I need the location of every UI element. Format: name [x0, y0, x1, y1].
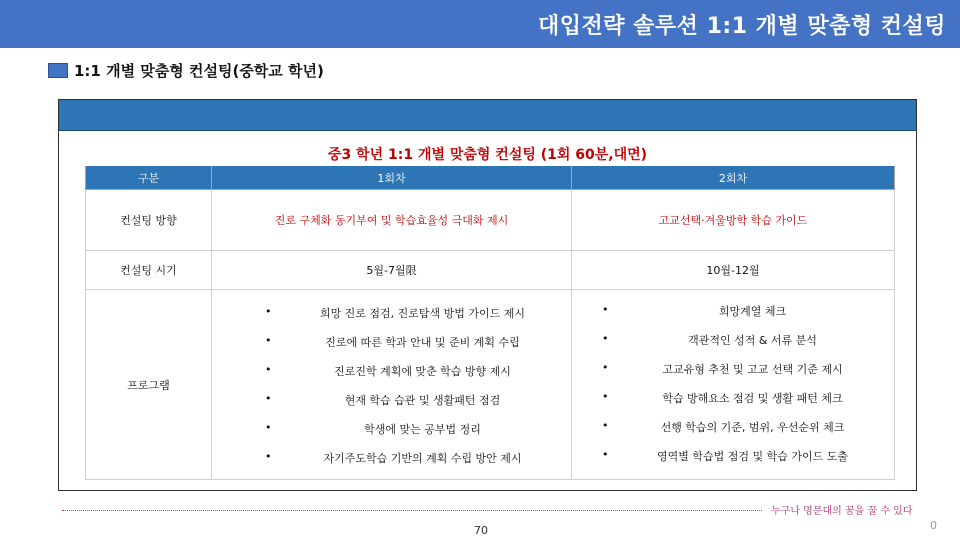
table-row-timing [86, 251, 895, 290]
header-session-2: 2회차 [572, 166, 895, 190]
list-item: • 객관적인 성적 & 서류 분석 [602, 332, 894, 361]
direction-session-1: 진로 구체화 동기부여 및 학습효율성 극대화 제시 [212, 190, 572, 251]
list-item: • 희망계열 체크 [602, 303, 894, 332]
list-item: • 진로진학 계획에 맞춘 학습 방향 제시 [265, 363, 571, 392]
corner-number: 0 [930, 519, 937, 532]
section-title: 1:1 개별 맞춤형 컨설팅(중학교 학년) [74, 62, 324, 80]
program-session-1 [212, 290, 572, 480]
top-banner [0, 0, 960, 48]
row-label-timing: 컨설팅 시기 [86, 251, 212, 290]
list-item: • 자기주도학습 기반의 계획 수립 방안 제시 [265, 450, 571, 479]
table-header-row [86, 166, 895, 190]
list-item: • 선행 학습의 기준, 범위, 우선순위 체크 [602, 419, 894, 448]
row-label-direction: 컨설팅 방향 [86, 190, 212, 251]
timing-session-2: 10월-12월 [572, 251, 895, 290]
header-category: 구분 [86, 166, 212, 190]
section-bullet-square [48, 63, 68, 78]
header-session-1: 1회차 [212, 166, 572, 190]
page-number: 70 [474, 524, 488, 537]
list-item: • 영역별 학습법 점검 및 학습 가이드 도출 [602, 448, 894, 477]
consulting-plan-table [85, 166, 895, 480]
direction-session-2: 고교선택·겨울방학 학습 가이드 [572, 190, 895, 251]
list-item: • 현재 학습 습관 및 생활패턴 점검 [265, 392, 571, 421]
table-row-direction [86, 190, 895, 251]
list-item: • 학습 방해요소 점검 및 생활 패턴 체크 [602, 390, 894, 419]
content-frame [58, 99, 917, 491]
frame-header-bar [59, 100, 916, 131]
table-title: 중3 학년 1:1 개별 맞춤형 컨설팅 (1회 60분,대면) [327, 147, 648, 163]
banner-title: 대입전략 솔루션 1:1 개별 맞춤형 컨설팅 [538, 14, 946, 39]
program-session-2 [572, 290, 895, 480]
table-row-program [86, 290, 895, 480]
list-item: • 고교유형 추천 및 고교 선택 기준 제시 [602, 361, 894, 390]
list-item: • 진로에 따른 학과 안내 및 준비 계획 수립 [265, 334, 571, 363]
footer-slogan: 누구나 명문대의 꿈을 꿀 수 있다 [771, 506, 913, 517]
list-item: • 희망 진로 점검, 진로탐색 방법 가이드 제시 [265, 305, 571, 334]
timing-session-1: 5월-7월限 [212, 251, 572, 290]
row-label-program: 프로그램 [86, 290, 212, 480]
footer-dotted-line [62, 510, 762, 511]
list-item: • 학생에 맞는 공부법 정리 [265, 421, 571, 450]
